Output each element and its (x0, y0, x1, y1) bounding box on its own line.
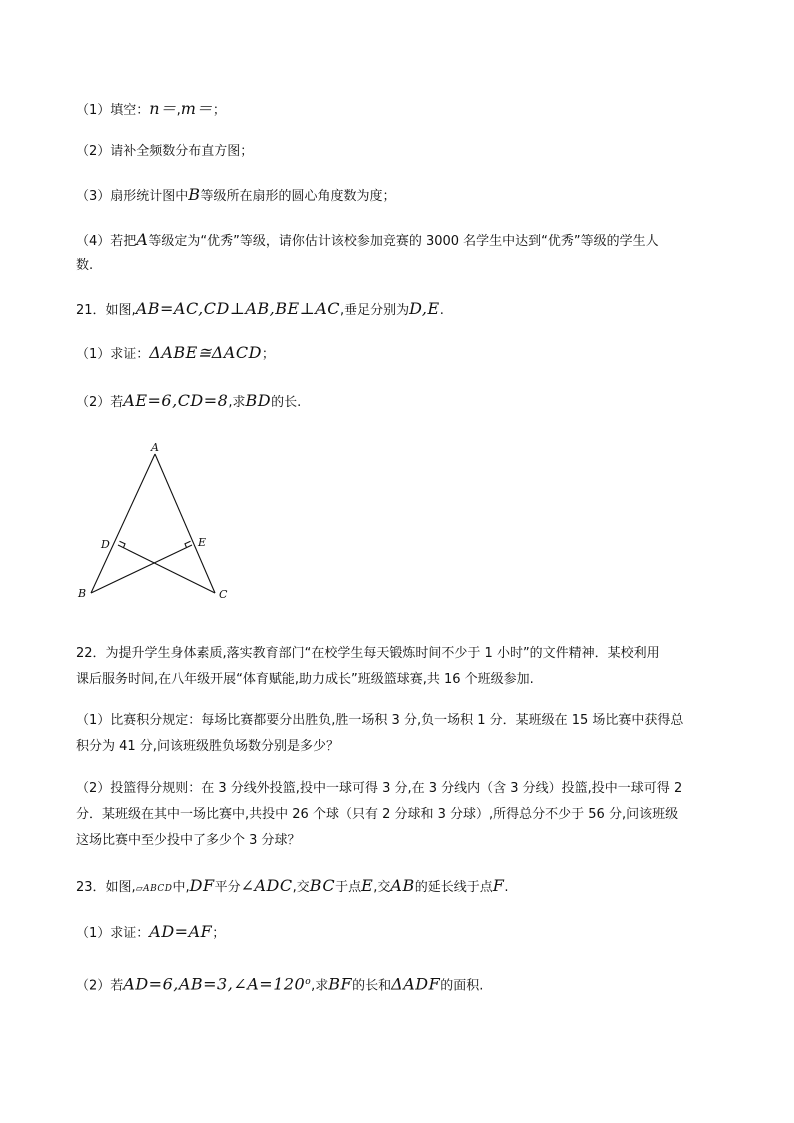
q22-stem-line2: 课后服务时间,在八年级开展“体育赋能,助力成长”班级篮球赛,共 16 个班级参加. (76, 672, 534, 687)
q23-stem: 23．如图,▱ABCD中,DF平分∠ADC,交BC于点E,交AB的延长线于点F. (76, 876, 509, 895)
q21-part2: （2）若AE=6,CD=8,求BD的长. (76, 391, 302, 410)
q22-part2-line1: （2）投篮得分规则：在 3 分线外投篮,投中一球可得 3 分,在 3 分线内（含 3 分线）投篮,投中一球可得 2 (76, 781, 683, 796)
segment-ac (155, 454, 215, 593)
q23-part1: （1）求证：AD=AF； (76, 922, 226, 941)
math-m: m＝ (180, 99, 213, 118)
q20-part3: （3）扇形统计图中B等级所在扇形的圆心角度数为度； (76, 185, 396, 204)
q20-part1: （1）填空：n＝,m＝； (76, 99, 226, 118)
triangle-figure (76, 436, 246, 606)
q22-part2-line3: 这场比赛中至少投中了多少个 3 分球？ (76, 833, 301, 848)
q21-part1: （1）求证：ΔABE≅ΔACD； (76, 343, 275, 362)
label-b: B (78, 587, 87, 600)
q20-part2: （2）请补全频数分布直方图； (76, 144, 254, 159)
parallelogram-symbol: ▱ABCD (135, 884, 173, 894)
label-a: A (151, 441, 159, 454)
segment-cd (118, 545, 215, 593)
segment-ab (91, 454, 155, 593)
label-d: D (101, 538, 110, 551)
q21-stem: 21．如图,AB=AC,CD⊥AB,BE⊥AC,垂足分别为D,E. (76, 299, 444, 318)
segment-be (91, 545, 192, 593)
q22-part1-line1: （1）比赛积分规定：每场比赛都要分出胜负,胜一场积 3 分,负一场积 1 分．某班级在 15 场比赛中获得总 (76, 713, 684, 728)
q22-stem-line1: 22．为提升学生身体素质,落实教育部门“在校学生每天锻炼时间不少于 1 小时”的文件精神．某校利用 (76, 646, 660, 661)
label-c: C (219, 588, 228, 601)
math-n: n＝ (149, 99, 177, 118)
q22-part2-line2: 分．某班级在其中一场比赛中,共投中 26 个球（只有 2 分球和 3 分球）,所得总分不少于 56 分,问该班级 (76, 807, 679, 822)
q20-part4-line2: 数. (76, 258, 94, 273)
q22-part1-line2: 积分为 41 分,问该班级胜负场数分别是多少？ (76, 739, 339, 754)
label-e: E (198, 536, 207, 549)
q20-part4: （4）若把A等级定为“优秀”等级，请你估计该校参加竞赛的 3000 名学生中达到“优秀”等级的学生人 (76, 230, 659, 249)
q23-part2: （2）若$AD=6,AB=3,\angle A=120^o$,求BF的长和ΔADF的面积. (76, 974, 484, 994)
